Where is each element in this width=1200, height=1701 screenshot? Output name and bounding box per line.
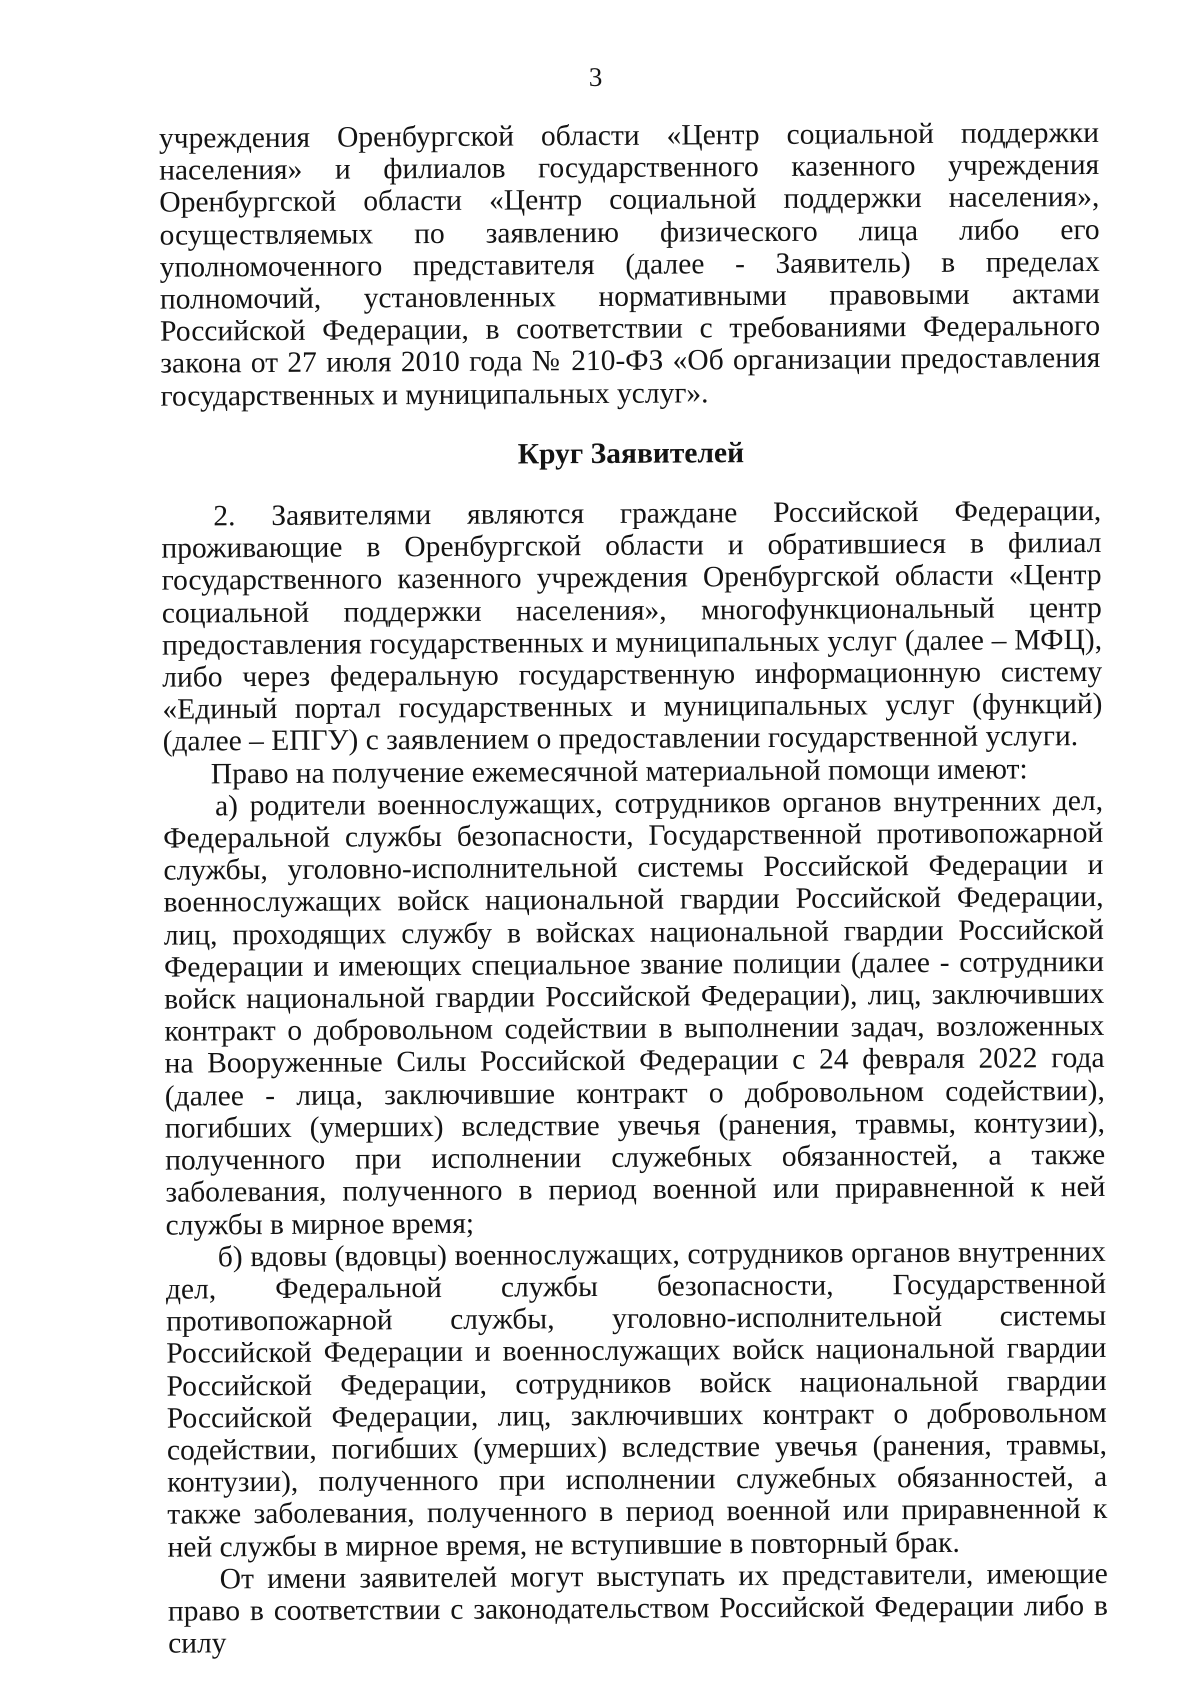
representatives-paragraph: От имени заявителей могут выступать их представители, имеющие право в соответствии с законодательством Российской Федерации либо в силу xyxy=(167,1557,1109,1660)
eligibility-paragraph: Право на получение ежемесячной материальной помощи имеют: xyxy=(210,753,1028,791)
section-title: Круг Заявителей xyxy=(517,436,745,471)
clause-2-paragraph: 2. Заявителями являются граждане Российской Федерации, проживающие в Оренбургской области и обратившиеся в филиал государственного казенного учреждения Оренбургской области «Центр социальной поддержки населения», многофункциональный центр предоставления государственных и муниципальных услуг (далее – МФЦ), либо через федеральную государственную информационную систему «Единый портал государственных и муниципальных услуг (функций) (далее – ЕПГУ) с заявлением о предоставлении государственной услуги. xyxy=(161,494,1103,759)
document-body xyxy=(159,117,1108,1660)
page-number: 3 xyxy=(588,61,603,93)
item-b-paragraph: б) вдовы (вдовцы) военнослужащих, сотрудников органов внутренних дел, Федеральной службы безопасности, Государственной противопожарной службы, уголовно-исполнительной системы Российской Федерации и военнослужащих войск национальной гвардии Российской Федерации, сотрудников войск национальной гвардии Российской Федерации, лиц, заключивших контракт о добровольном содействии, погибших (умерших) вследствие увечья (ранения, травмы, контузии), полученного при исполнении служебных обязанностей, а также заболевания, полученного в период военной или приравненной к ней службы в мирное время, не вступившие в повторный брак. xyxy=(165,1235,1108,1564)
item-a-paragraph: а) родители военнослужащих, сотрудников органов внутренних дел, Федеральной службы безопасности, Государственной противопожарной службы, уголовно-исполнительной системы Российской Федерации и военнослужащих войск национальной гвардии Российской Федерации, лиц, проходящих службу в войсках национальной гвардии Российской Федерации и имеющих специальное звание полиции (далее - сотрудники войск национальной гвардии Российской Федерации), лиц, заключивших контракт о добровольном содействии в выполнении задач, возложенных на Вооруженные Силы Российской Федерации с 24 февраля 2022 года (далее - лица, заключившие контракт о добровольном содействии), погибших (умерших) вследствие увечья (ранения, травмы, контузии), полученного при исполнении служебных обязанностей, а также заболевания, полученного в период военной или приравненной к ней службы в мирное время; xyxy=(163,784,1106,1242)
intro-paragraph: учреждения Оренбургской области «Центр социальной поддержки населения» и филиалов государственного казенного учреждения Оренбургской области «Центр социальной поддержки населения», осуществляемых по заявлению физического лица либо его уполномоченного представителя (далее - Заявитель) в пределах полномочий, установленных нормативными правовыми актами Российской Федерации, в соответствии с требованиями Федерального закона от 27 июля 2010 года № 210-ФЗ «Об организации предоставления государственных и муниципальных услуг». xyxy=(158,116,1101,413)
